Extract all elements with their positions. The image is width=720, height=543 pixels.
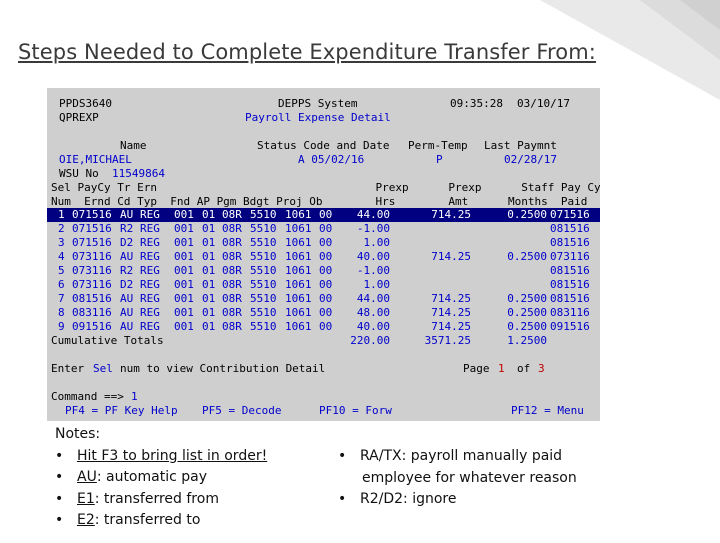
screen-title: Payroll Expense Detail [245,111,391,124]
row-bdgt: 5510 [250,250,277,263]
row-hrs: -1.00 [356,264,390,277]
column-header-2-text: Num Ernd Cd Typ Fnd AP Pgm Bdgt Proj Ob Hrs Amt Months Paid [51,195,588,208]
row-ernd: 071516 [72,222,112,235]
row-tr: AU [120,292,134,305]
row-proj: 1061 [285,250,312,263]
term-employee-values [47,153,600,167]
row-pgm: 08R [222,236,242,249]
terminal-screen [47,88,600,421]
row-ap: 01 [202,320,216,333]
term-header-line-2 [47,111,600,125]
row-ernd: 073116 [72,264,112,277]
bullet: • [338,491,347,507]
cumulative-hrs: 220.00 [350,334,390,347]
note-item [55,510,267,532]
row-hrs: 40.00 [356,250,390,263]
row-months: 0.2500 [507,292,547,305]
note-continuation: employee for whatever reason [362,469,577,486]
page-number: 1 [498,362,505,375]
row-proj: 1061 [285,236,312,249]
pf10-key[interactable]: PF10 = Forw [319,404,392,417]
row-ernd: 071516 [72,208,112,221]
row-paid: 073116 [550,250,590,263]
row-hrs: 48.00 [356,306,390,319]
perm-temp-value: P [436,153,443,166]
bullet: • [55,490,64,507]
row-proj: 1061 [285,278,312,291]
note-key: Hit F3 to bring list in order! [77,447,268,464]
page-total: 3 [538,362,545,375]
row-amt: 714.25 [431,320,471,333]
row-hrs: 40.00 [356,320,390,333]
row-fnd: 001 [174,208,194,221]
row-ob: 00 [319,236,333,249]
row-ernd: 073116 [72,250,112,263]
note-key: E2 [77,512,95,528]
row-ap: 01 [202,222,216,235]
row-num: 2 [58,222,65,235]
note-item [338,489,577,511]
row-typ: REG [140,278,160,291]
row-proj: 1061 [285,306,312,319]
note-key: AU [77,469,97,485]
table-row[interactable] [47,236,600,250]
row-bdgt: 5510 [250,208,277,221]
row-tr: AU [120,208,134,221]
row-pgm: 08R [222,320,242,333]
row-months: 0.2500 [507,306,547,319]
row-num: 3 [58,236,65,249]
wsu-number: 11549864 [112,167,165,180]
row-fnd: 001 [174,250,194,263]
row-paid: 081516 [550,278,590,291]
row-ap: 01 [202,278,216,291]
row-typ: REG [140,320,160,333]
row-fnd: 001 [174,236,194,249]
column-header-2 [47,195,600,209]
row-num: 6 [58,278,65,291]
row-months: 0.2500 [507,320,547,333]
command-input[interactable]: 1 [131,390,138,403]
row-paid: 081516 [550,292,590,305]
row-pgm: 08R [222,278,242,291]
cumulative-months: 1.2500 [507,334,547,347]
term-employee-headers [47,139,600,153]
instruction-line [47,362,600,376]
row-paid: 083116 [550,306,590,319]
row-amt: 714.25 [431,292,471,305]
column-header-1 [47,181,600,195]
row-ernd: 091516 [72,320,112,333]
row-tr: AU [120,250,134,263]
row-tr: D2 [120,278,134,291]
hdr-perm-temp: Perm-Temp [408,139,468,152]
row-pgm: 08R [222,292,242,305]
row-pgm: 08R [222,264,242,277]
row-ernd: 073116 [72,278,112,291]
row-ob: 00 [319,250,333,263]
row-hrs: 1.00 [363,278,390,291]
row-ob: 00 [319,292,333,305]
row-bdgt: 5510 [250,306,277,319]
table-row[interactable] [47,264,600,278]
enter-text-rest: num to view Contribution Detail [120,362,326,375]
cumulative-totals-row [47,334,600,348]
note-item [55,489,267,511]
row-amt: 714.25 [431,208,471,221]
row-ob: 00 [319,320,333,333]
row-proj: 1061 [285,208,312,221]
note-item [55,467,267,489]
bullet: • [55,447,64,464]
row-hrs: 44.00 [356,208,390,221]
row-amt: 714.25 [431,250,471,263]
table-row[interactable] [47,278,600,292]
cumulative-label: Cumulative Totals [51,334,164,347]
command-label: Command ==> [51,390,124,403]
row-pgm: 08R [222,222,242,235]
row-fnd: 001 [174,306,194,319]
row-ernd: 081516 [72,292,112,305]
hdr-last-payment: Last Paymnt [484,139,557,152]
command-line[interactable] [47,390,600,404]
row-hrs: 44.00 [356,292,390,305]
row-ernd: 071516 [72,236,112,249]
table-row[interactable] [47,222,600,236]
row-pgm: 08R [222,250,242,263]
row-paid: 081516 [550,236,590,249]
row-months: 0.2500 [507,208,547,221]
row-fnd: 001 [174,292,194,305]
note-text: : transferred from [94,490,219,507]
notes-heading: Notes: [55,426,101,442]
row-num: 5 [58,264,65,277]
row-ap: 01 [202,264,216,277]
row-hrs: -1.00 [356,222,390,235]
wsu-label: WSU No [59,167,99,180]
row-fnd: 001 [174,222,194,235]
row-proj: 1061 [285,320,312,333]
last-payment-value: 02/28/17 [504,153,557,166]
note-text: RA/TX: payroll manually paid [360,448,563,464]
note-text: : transferred to [94,512,201,528]
bullet: • [55,512,64,528]
row-bdgt: 5510 [250,222,277,235]
row-tr: AU [120,320,134,333]
row-num: 9 [58,320,65,333]
row-ap: 01 [202,236,216,249]
date: 03/10/17 [517,97,570,110]
row-typ: REG [140,292,160,305]
row-num: 1 [58,208,65,221]
row-typ: REG [140,306,160,319]
pf5-key[interactable]: PF5 = Decode [202,404,282,417]
row-proj: 1061 [285,264,312,277]
row-typ: REG [140,250,160,263]
cumulative-amt: 3571.25 [424,334,471,347]
row-ob: 00 [319,306,333,319]
page-label: Page [463,362,490,375]
row-bdgt: 5510 [250,278,277,291]
slide-title: Steps Needed to Complete Expenditure Transfer From: [18,40,596,64]
row-typ: REG [140,236,160,249]
row-bdgt: 5510 [250,292,277,305]
row-bdgt: 5510 [250,320,277,333]
row-paid: 081516 [550,264,590,277]
row-hrs: 1.00 [363,236,390,249]
pf4-key[interactable]: PF4 = PF Key Help [65,404,178,417]
row-amt: 714.25 [431,306,471,319]
term-wsu-line [47,167,600,181]
bullet: • [55,469,64,485]
note-item [55,446,267,468]
row-ob: 00 [319,222,333,235]
pf12-key[interactable]: PF12 = Menu [511,404,584,417]
time: 09:35:28 [450,97,503,110]
hdr-name: Name [120,139,147,152]
notes-left [55,424,267,532]
row-ap: 01 [202,292,216,305]
row-ap: 01 [202,250,216,263]
menu-code: QPREXP [59,111,99,124]
row-fnd: 001 [174,278,194,291]
row-fnd: 001 [174,264,194,277]
row-paid: 071516 [550,208,590,221]
pf-key-bar [47,404,600,418]
note-text: : automatic pay [96,469,207,485]
row-fnd: 001 [174,320,194,333]
row-ap: 01 [202,306,216,319]
table-row[interactable] [47,292,600,306]
row-ob: 00 [319,208,333,221]
table-row[interactable] [47,306,600,320]
row-bdgt: 5510 [250,236,277,249]
row-num: 7 [58,292,65,305]
row-tr: D2 [120,236,134,249]
column-header-1-text: Sel PayCy Tr Ern Prexp Prexp Staff Pay Cy [51,181,601,194]
row-pgm: 08R [222,306,242,319]
row-paid: 081516 [550,222,590,235]
bullet: • [338,448,347,464]
table-row[interactable] [47,208,600,222]
row-proj: 1061 [285,292,312,305]
table-row[interactable] [47,320,600,334]
row-tr: R2 [120,222,134,235]
row-typ: REG [140,264,160,277]
system-name: DEPPS System [278,97,358,110]
row-typ: REG [140,208,160,221]
row-months: 0.2500 [507,250,547,263]
row-ob: 00 [319,264,333,277]
row-ernd: 083116 [72,306,112,319]
hdr-status: Status Code and Date [257,139,390,152]
note-key: E1 [77,490,95,507]
row-num: 4 [58,250,65,263]
row-tr: AU [120,306,134,319]
row-pgm: 08R [222,208,242,221]
note-item [338,446,577,468]
row-ap: 01 [202,208,216,221]
screen-id: PPDS3640 [59,97,112,110]
row-num: 8 [58,306,65,319]
row-bdgt: 5510 [250,264,277,277]
enter-sel: Sel [93,362,113,375]
status-value: A 05/02/16 [298,153,365,166]
employee-name: OIE,MICHAEL [59,153,132,166]
enter-text: Enter [51,362,85,375]
note-text: R2/D2: ignore [360,491,457,507]
row-paid: 091516 [550,320,590,333]
row-ob: 00 [319,278,333,291]
row-proj: 1061 [285,222,312,235]
table-row[interactable] [47,250,600,264]
page-of: of [517,362,531,375]
notes-right [338,446,577,511]
row-typ: REG [140,222,160,235]
term-header-line-1 [47,97,600,111]
row-tr: R2 [120,264,134,277]
